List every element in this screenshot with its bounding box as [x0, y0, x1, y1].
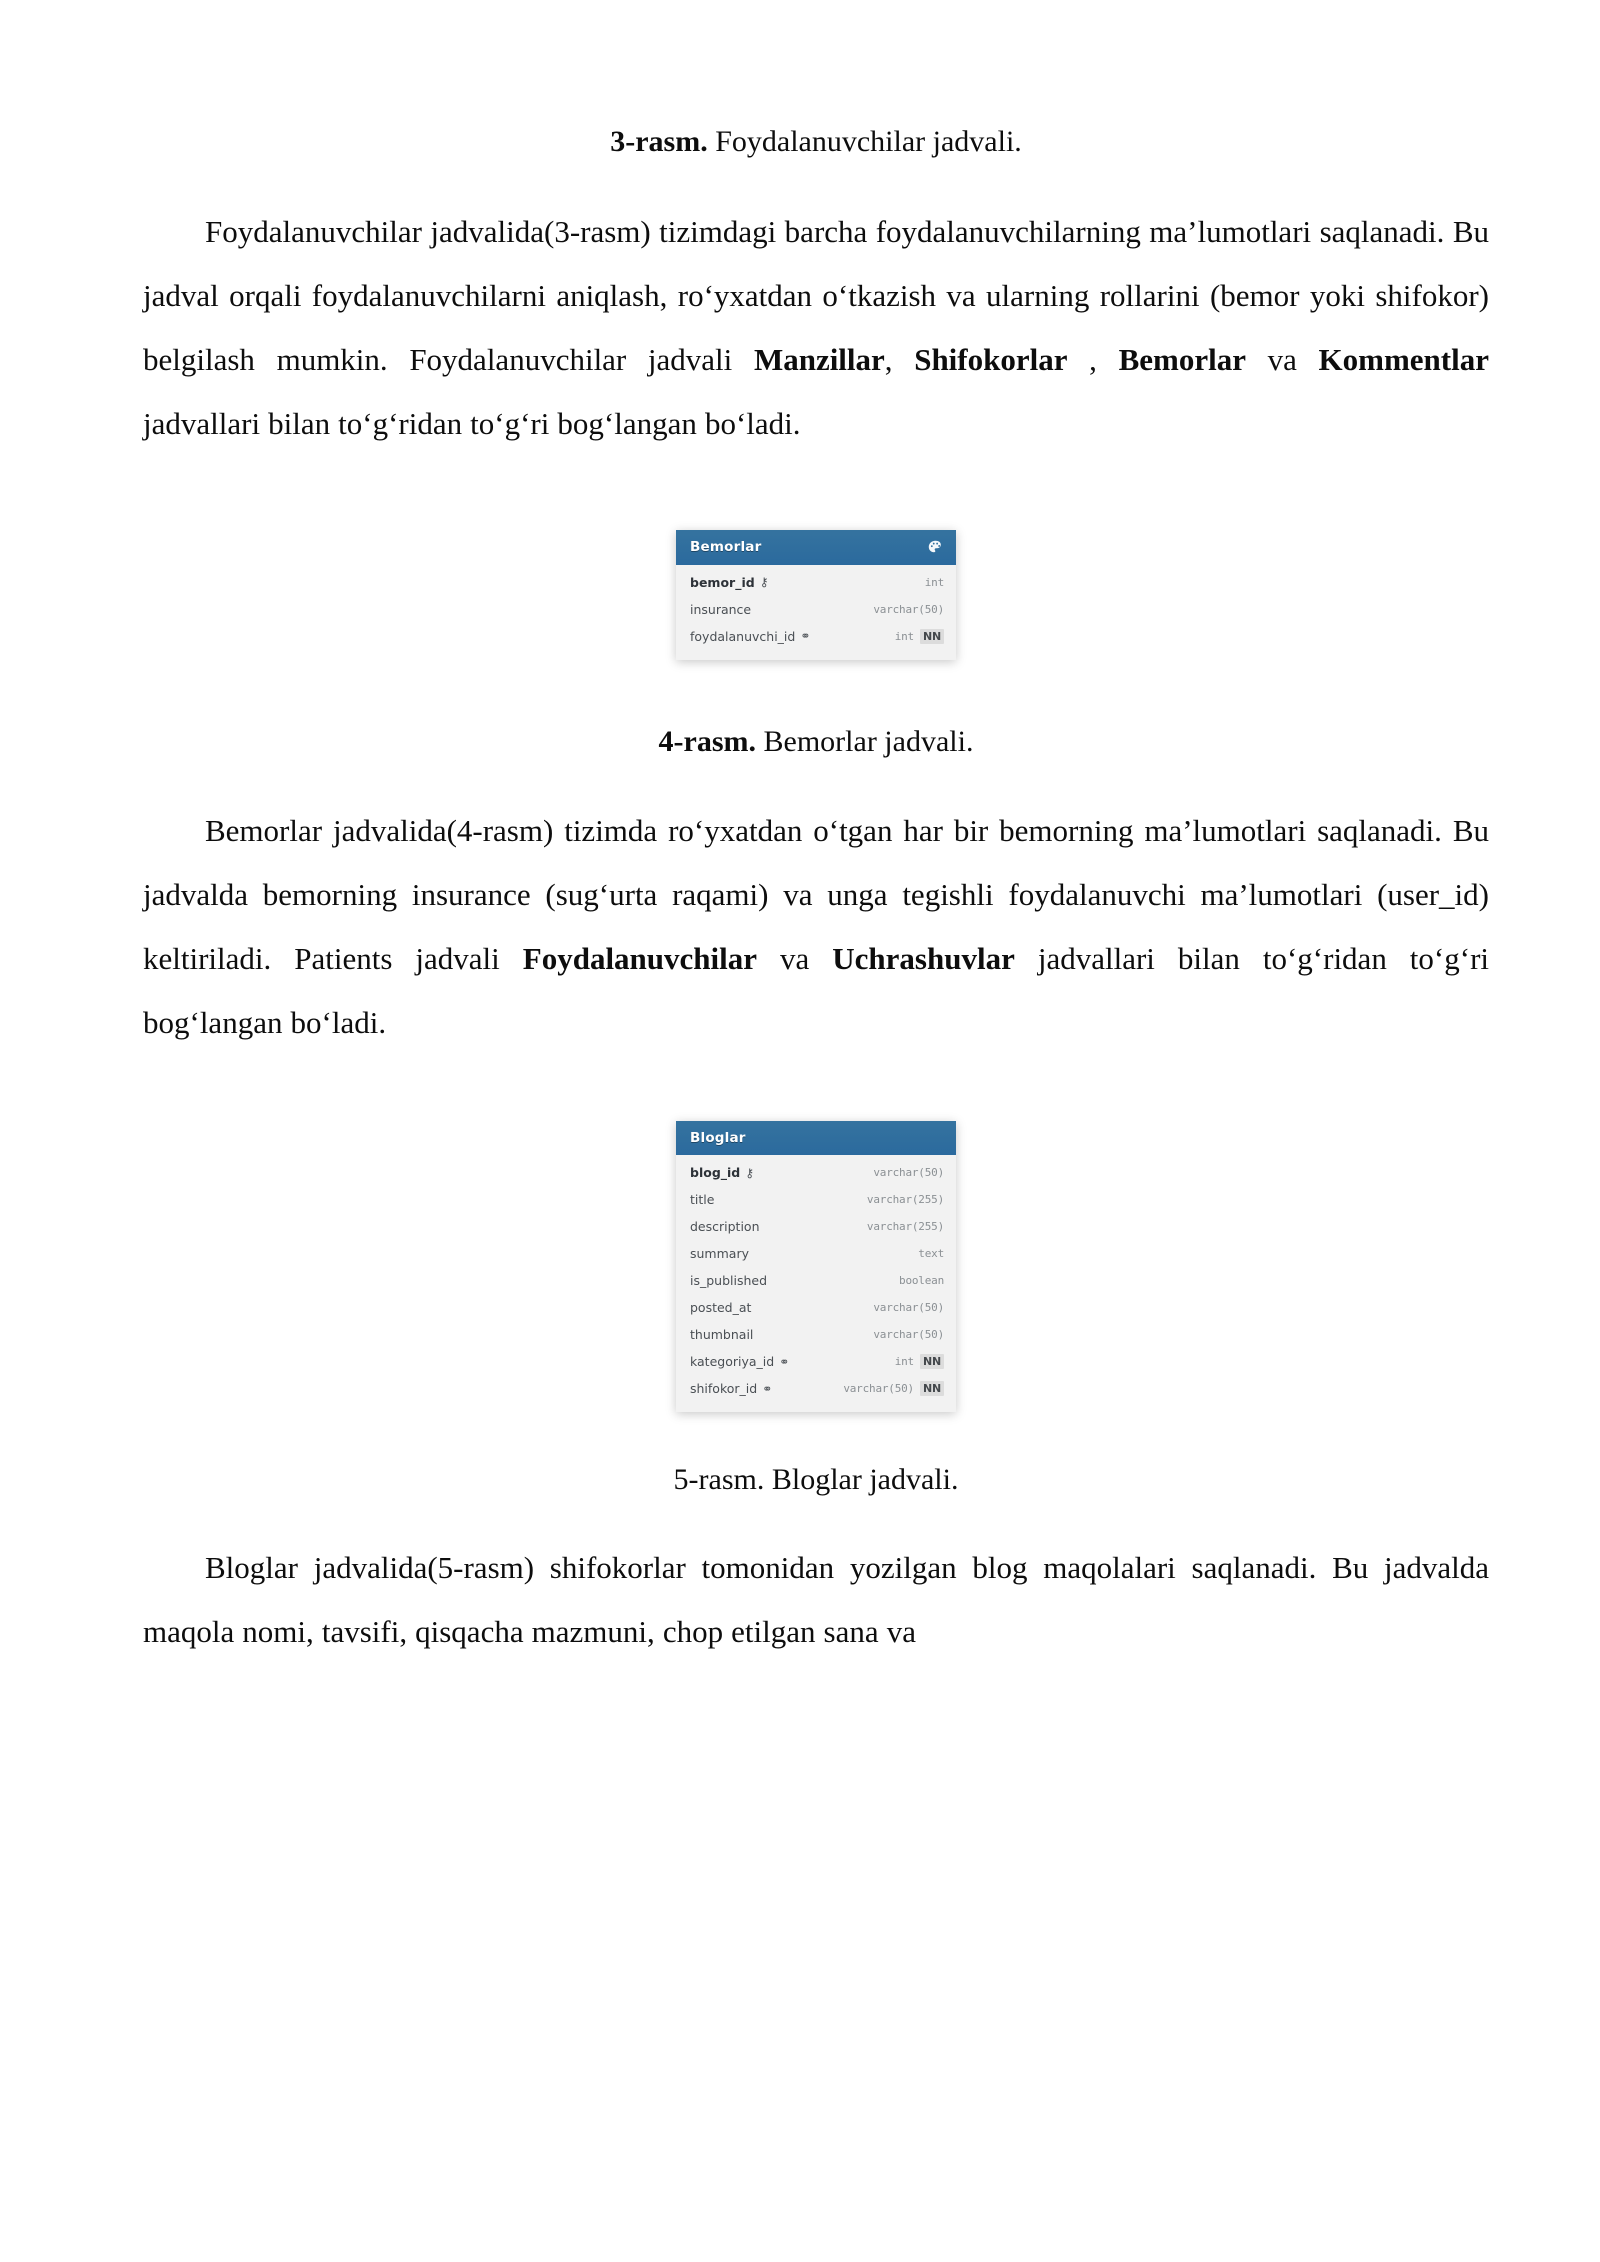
column-label: shifokor_id: [690, 1381, 758, 1396]
page-content: [143, 0, 1489, 1664]
bloglar-column-name: [690, 1381, 772, 1396]
paragraph-foydalanuvchilar-run-5: Bemorlar: [1118, 341, 1246, 377]
bloglar-column-type: [867, 1193, 944, 1206]
paragraph-foydalanuvchilar-run-0: Foydalanuvchilar jadvalida(3-rasm) tizimdagi barcha foydalanuvchilarning ma’lumotlari saqlanadi. Bu jadval orqali foydalanuvchilarni aniqlash, ro‘yxatdan o‘tkazish va ularning rollarini (bemor yoki shifokor) belgilash mumkin. Foydalanuvchilar jadvali: [143, 213, 1489, 377]
bemorlar-column-list: [676, 565, 956, 660]
bemorlar-column-name: [690, 575, 768, 590]
column-type-label: varchar(50): [873, 1301, 944, 1314]
bloglar-column-type: [843, 1381, 944, 1396]
figure-bemorlar: [143, 530, 1489, 660]
bloglar-column-name: [690, 1219, 760, 1234]
column-type-label: varchar(50): [843, 1382, 914, 1395]
bloglar-column-row[interactable]: [676, 1321, 956, 1348]
bemorlar-card-header: [676, 530, 956, 565]
column-type-label: varchar(50): [873, 1166, 944, 1179]
caption-figure-4-text: Bemorlar jadvali.: [756, 724, 974, 758]
bloglar-column-row[interactable]: [676, 1375, 956, 1402]
paragraph-foydalanuvchilar-run-4: ,: [1067, 341, 1119, 377]
column-type-label: text: [918, 1247, 944, 1260]
paragraph-bemorlar-run-4: jadvallari bilan to‘g‘ridan to‘g‘ri bog‘langan bo‘ladi.: [143, 941, 1490, 1040]
bloglar-table-diagram: [676, 1121, 956, 1412]
bloglar-column-row[interactable]: [676, 1267, 956, 1294]
bloglar-column-type: [873, 1328, 944, 1341]
bloglar-column-type: [895, 1354, 944, 1369]
not-null-badge: NN: [920, 1381, 944, 1396]
bloglar-column-name: [690, 1327, 753, 1342]
caption-figure-5-text: Bloglar jadvali.: [764, 1463, 959, 1496]
bloglar-card-title: Bloglar: [690, 1130, 746, 1146]
column-label: title: [690, 1192, 715, 1207]
caption-figure-3-text: Foydalanuvchilar jadvali.: [707, 125, 1022, 158]
caption-figure-5-number: 5-rasm.: [673, 1463, 765, 1496]
bloglar-column-list: [676, 1155, 956, 1412]
foreign-key-icon: ⚭: [779, 1354, 790, 1369]
column-label: insurance: [690, 601, 752, 617]
column-label: bemor_id: [690, 574, 755, 590]
bloglar-column-type: [918, 1247, 944, 1260]
bemorlar-column-row[interactable]: [676, 596, 956, 623]
column-type-label: varchar(50): [873, 602, 944, 616]
primary-key-icon: ⚷: [759, 575, 769, 589]
bloglar-column-row[interactable]: [676, 1213, 956, 1240]
bemorlar-card-title: Bemorlar: [690, 539, 762, 555]
bemorlar-column-name: [690, 602, 751, 617]
bloglar-column-name: [690, 1354, 789, 1369]
bloglar-column-row[interactable]: [676, 1348, 956, 1375]
paragraph-bemorlar-run-2: va: [757, 941, 833, 976]
bemorlar-column-type: [895, 629, 944, 644]
paragraph-foydalanuvchilar: [143, 200, 1489, 456]
bloglar-column-row[interactable]: [676, 1159, 956, 1186]
column-type-label: int: [894, 1355, 914, 1368]
column-label: foydalanuvchi_id: [690, 628, 796, 644]
caption-figure-5: [143, 1458, 1489, 1502]
column-label: kategoriya_id: [690, 1354, 775, 1369]
bemorlar-column-name: [690, 629, 810, 644]
bemorlar-column-row[interactable]: [676, 569, 956, 596]
column-type-label: int: [894, 629, 914, 643]
paragraph-foydalanuvchilar-run-2: ,: [884, 341, 915, 377]
column-label: summary: [690, 1246, 749, 1261]
column-type-label: varchar(50): [873, 1328, 944, 1341]
paragraph-bemorlar: [143, 799, 1489, 1055]
bloglar-column-type: [873, 1166, 944, 1179]
column-type-label: varchar(255): [866, 1220, 944, 1233]
caption-figure-4: [143, 720, 1489, 764]
bemorlar-column-type: [873, 603, 944, 616]
caption-figure-3: [143, 120, 1489, 164]
foreign-key-icon: ⚭: [762, 1381, 773, 1396]
column-label: posted_at: [690, 1300, 752, 1315]
paragraph-foydalanuvchilar-run-7: Kommentlar: [1318, 341, 1489, 377]
foreign-key-icon: ⚭: [800, 629, 811, 643]
column-type-label: varchar(255): [866, 1193, 944, 1206]
bloglar-column-name: [690, 1165, 754, 1180]
column-type-label: int: [924, 575, 944, 589]
bloglar-column-row[interactable]: [676, 1294, 956, 1321]
caption-figure-4-number: 4-rasm.: [658, 724, 757, 758]
primary-key-icon: ⚷: [745, 1165, 755, 1180]
caption-figure-3-number: 3-rasm.: [610, 125, 708, 158]
bemorlar-column-row[interactable]: [676, 623, 956, 650]
palette-icon[interactable]: [927, 539, 944, 556]
paragraph-foydalanuvchilar-run-6: va: [1245, 341, 1319, 377]
paragraph-bloglar-run-0: Bloglar jadvalida(5-rasm) shifokorlar tomonidan yozilgan blog maqolalari saqlanadi. Bu jadvalda maqola nomi, tavsifi, qisqacha mazmuni, chop etilgan sana va: [143, 1549, 1489, 1649]
paragraph-bemorlar-run-3: Uchrashuvlar: [832, 941, 1015, 976]
paragraph-bloglar: [143, 1536, 1489, 1664]
column-type-label: boolean: [899, 1274, 944, 1287]
figure-bloglar: [143, 1121, 1489, 1412]
bloglar-column-row[interactable]: [676, 1186, 956, 1213]
column-label: blog_id: [690, 1165, 741, 1180]
bloglar-column-name: [690, 1273, 767, 1288]
bemorlar-column-type: [925, 576, 944, 589]
column-label: description: [690, 1219, 760, 1234]
paragraph-foydalanuvchilar-run-1: Manzillar: [753, 341, 885, 377]
bloglar-card-header: [676, 1121, 956, 1155]
paragraph-foydalanuvchilar-run-8: jadvallari bilan to‘g‘ridan to‘g‘ri bog‘langan bo‘ladi.: [143, 405, 801, 441]
bloglar-column-name: [690, 1246, 749, 1261]
bloglar-column-type: [873, 1301, 944, 1314]
paragraph-bemorlar-run-0: Bemorlar jadvalida(4-rasm) tizimda ro‘yxatdan o‘tgan har bir bemorning ma’lumotlari saqlanadi. Bu jadvalda bemorning insurance (sug‘urta raqami) va unga tegishli foydalanuvchi ma’lumotlari (user_id) keltiriladi. Patients jadvali: [143, 813, 1489, 976]
bemorlar-table-diagram: [676, 530, 956, 660]
bloglar-column-name: [690, 1300, 751, 1315]
not-null-badge: NN: [920, 1354, 944, 1369]
bloglar-column-type: [867, 1220, 944, 1233]
bloglar-column-row[interactable]: [676, 1240, 956, 1267]
column-label: thumbnail: [690, 1327, 754, 1342]
paragraph-foydalanuvchilar-run-3: Shifokorlar: [914, 341, 1068, 377]
bloglar-column-type: [899, 1274, 944, 1287]
column-label: is_published: [690, 1273, 768, 1288]
not-null-badge: NN: [920, 629, 944, 644]
bloglar-column-name: [690, 1192, 714, 1207]
paragraph-bemorlar-run-1: Foydalanuvchilar: [522, 941, 758, 976]
